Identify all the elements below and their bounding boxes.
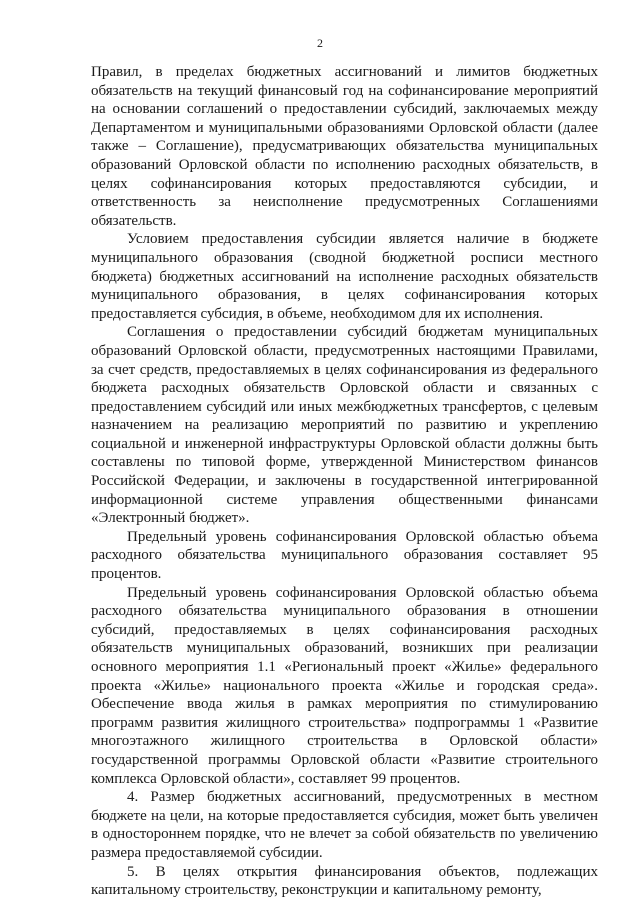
paragraph-item-5: 5. В целях открытия финансирования объектов, подлежащих капитальному строительству, реконструкции и капитальному ремонту,: [91, 863, 598, 899]
paragraph-subsidy-condition: Условием предоставления субсидии является наличие в бюджете муниципального образования (сводной бюджетной росписи местного бюджета) бюджетных ассигнований на исполнение расходных обязательств муниципального образования, в целях софинансирования которых предоставляется субсидия, в объеме, необходимом для их исполнения.: [91, 231, 598, 322]
paragraph-rules-continuation: Правил, в пределах бюджетных ассигнований и лимитов бюджетных обязательств на текущий финансовый год на софинансирование мероприятий на основании соглашений о предоставлении субсидий, заключаемых между Департаментом и муниципальными образованиями Орловской области (далее также – Соглашение), предусматривающих обязательства муниципальных образований Орловской области по исполнению расходных обязательств, в целях софинансирования которых предоставляются субсидии, и ответственность за неисполнение предусмотренных Соглашениями обязательств.: [91, 64, 598, 229]
paragraph-agreements: Соглашения о предоставлении субсидий бюджетам муниципальных образований Орловской области, предусмотренных настоящими Правилами, за счет средств, предоставляемых в целях софинансирования из федерального бюджета расходных обязательств Орловской области и связанных с предоставлением субсидий или иных межбюджетных трансфертов, с целевым назначением на реализацию мероприятий по развитию и укреплению социальной и инженерной инфраструктуры Орловской области должны быть составлены по типовой форме, утвержденной Министерством финансов Российской Федерации, и заключены в государственной интегрированной информационной системе управления общественными финансами «Электронный бюджет».: [91, 324, 598, 527]
page-number: 2: [317, 36, 323, 50]
paragraph-cofinancing-95: Предельный уровень софинансирования Орловской областью объема расходного обязательства муниципального образования составляет 95 процентов.: [91, 528, 598, 583]
document-body: [91, 63, 598, 900]
paragraph-item-4: 4. Размер бюджетных ассигнований, предусмотренных в местном бюджете на цели, на которые предоставляется субсидия, может быть увеличен в одностороннем порядке, что не влечет за собой обязательств по увеличению размера предоставляемой субсидии.: [91, 789, 598, 861]
paragraph-cofinancing-99: Предельный уровень софинансирования Орловской областью объема расходного обязательства муниципального образования в отношении субсидий, предоставляемых в целях софинансирования расходных обязательств муниципальных образований, возникших при реализации основного мероприятия 1.1 «Региональный проект «Жилье» федерального проекта «Жилье» национального проекта «Жилье и городская среда». Обеспечение ввода жилья в рамках мероприятия по стимулированию программ развития жилищного строительства» подпрограммы 1 «Развитие многоэтажного жилищного строительства в Орловской области» государственной программы Орловской области «Развитие строительного комплекса Орловской области», составляет 99 процентов.: [91, 584, 598, 787]
